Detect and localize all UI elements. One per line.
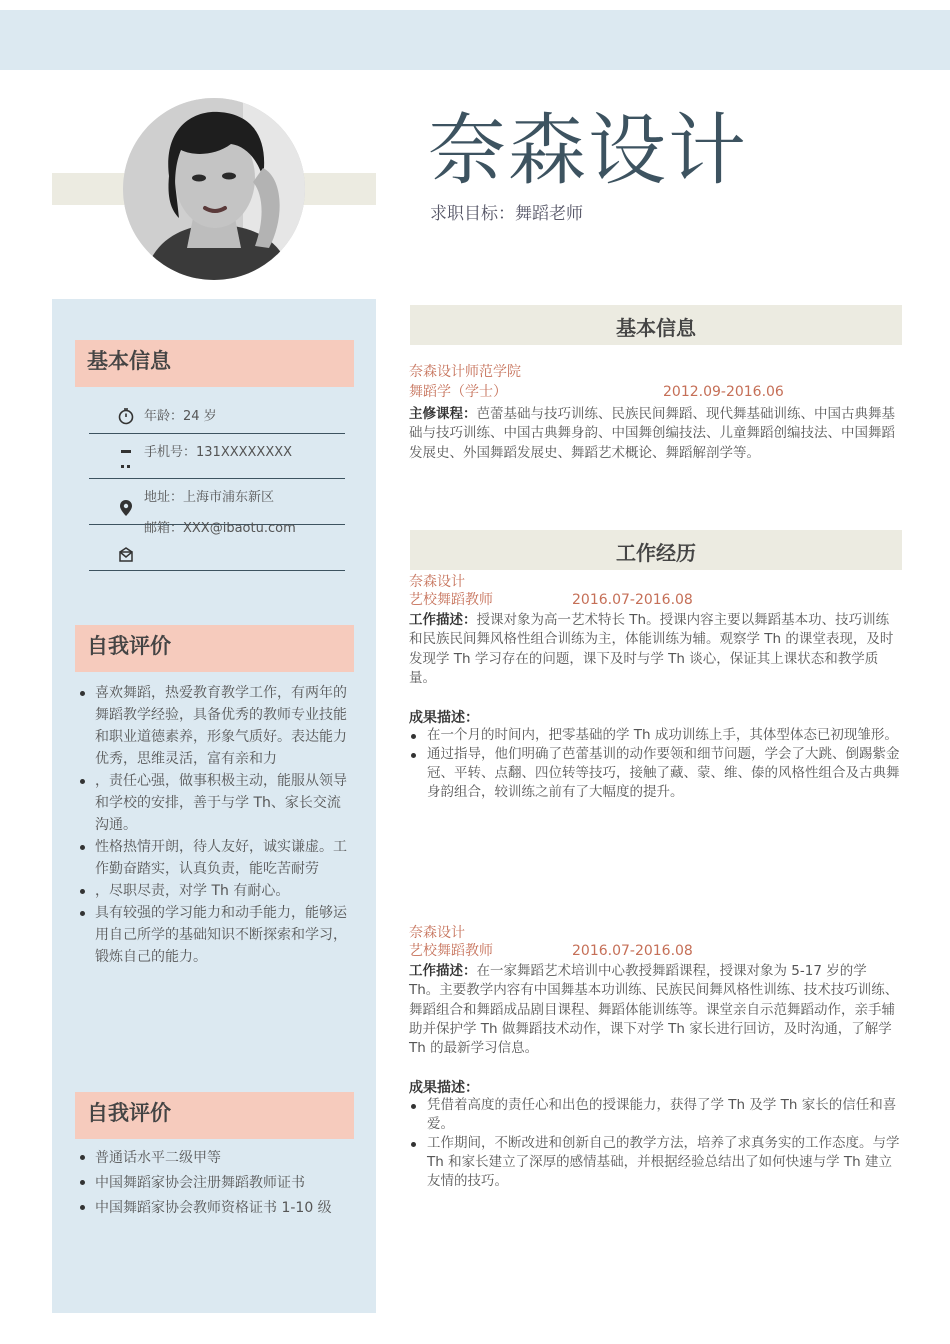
job1-company: 奈森设计: [409, 574, 465, 590]
email-text: 邮箱：XXX@ibaotu.com: [144, 521, 296, 536]
school-name: 奈森设计师范学院: [409, 364, 521, 380]
courses-paragraph: [409, 405, 901, 463]
portrait-illustration: [123, 98, 305, 280]
courses-text: 芭蕾基础与技巧训练、民族民间舞蹈、现代舞基础训练、中国古典舞基础与技巧训练、中国古典舞身韵、中国舞创编技法、儿童舞蹈创编技法、中国舞蹈发展史、外国舞蹈发展史、舞蹈艺术概论、舞蹈解剖学等。: [409, 406, 895, 461]
certificate-item: 普通话水平二级甲等: [78, 1146, 350, 1171]
sidebar-basic-info-title: 基本信息: [87, 349, 171, 373]
job1-results-list: [409, 726, 901, 802]
self-eval-item: 具有较强的学习能力和动手能力，能够运用自己所学的基础知识不断探索和学习，锻炼自己的能力。: [78, 902, 350, 968]
address-text: 地址：上海市浦东新区: [144, 490, 275, 505]
job2-company: 奈森设计: [409, 925, 465, 941]
candidate-name: 奈森设计: [428, 106, 749, 196]
job1-title: 艺校舞蹈教师: [409, 592, 493, 608]
job1-period: 2016.07-2016.08: [572, 592, 693, 608]
education-title: 基本信息: [616, 316, 696, 340]
job-objective: 求职目标：舞蹈老师: [430, 204, 583, 224]
job2-description: [409, 962, 901, 1058]
sidebar-basic-info-heading: [75, 340, 354, 387]
job2-title: 艺校舞蹈教师: [409, 943, 493, 959]
job1-desc-label: 工作描述：: [409, 612, 477, 628]
sidebar-self-eval-title: 自我评价: [87, 634, 171, 658]
job1-result-item: 通过指导，他们明确了芭蕾基训的动作要领和细节问题，学会了大跳、倒踢紫金冠、平转、点翻、四位转等技巧，接触了藏、蒙、维、傣的风格性组合及古典舞身韵组合，较训练之前有了大幅度的提升。: [409, 745, 901, 802]
job1-result-item: 在一个月的时间内，把零基础的学 Th 成功训练上手，其体型体态已初现雏形。: [409, 726, 901, 745]
job2-results-list: [409, 1096, 901, 1191]
job2-desc-label: 工作描述：: [409, 963, 477, 979]
profile-photo: [123, 98, 305, 280]
certificate-item: 中国舞蹈家协会注册舞蹈教师证书: [78, 1171, 350, 1196]
major-degree: 舞蹈学（学士）: [409, 384, 507, 400]
self-eval-item: 性格热情开朗，待人友好，诚实谦虚。工作勤奋踏实，认真负责，能吃苦耐劳: [78, 836, 350, 880]
self-eval-item: ，尽职尽责，对学 Th 有耐心。: [78, 880, 350, 902]
job2-results-label: 成果描述：: [409, 1080, 479, 1096]
job1-results-label: 成果描述：: [409, 710, 479, 726]
self-eval-item: 喜欢舞蹈，热爱教育教学工作，有两年的舞蹈教学经验，具备优秀的教师专业技能和职业道德素养，形象气质好。表达能力优秀，思维灵活，富有亲和力: [78, 682, 350, 770]
job1-desc-text: 授课对象为高一艺术特长 Th。授课内容主要以舞蹈基本功、技巧训练和民族民间舞风格性组合训练为主，体能训练为辅。观察学 Th 的课堂表现，及时发现学 Th 学习存在的问题，课下及时与学 Th 谈心，保证其上课状态和教学质量。: [409, 612, 894, 686]
job1-description: [409, 611, 901, 688]
education-period: 2012.09-2016.06: [663, 384, 784, 400]
job2-result-item: 凭借着高度的责任心和出色的授课能力，获得了学 Th 及学 Th 家长的信任和喜爱。: [409, 1096, 901, 1134]
envelope-icon: [117, 546, 135, 564]
work-heading: [410, 530, 902, 570]
info-row-phone: [89, 434, 345, 479]
job2-period: 2016.07-2016.08: [572, 943, 693, 959]
sidebar-cert-title: 自我评价: [87, 1101, 171, 1125]
sidebar-self-eval-heading: [75, 625, 354, 672]
self-evaluation-list: [78, 682, 350, 968]
age-text: 年龄：24 岁: [144, 409, 217, 424]
phone-icon: [119, 448, 133, 472]
location-pin-icon: [117, 499, 135, 517]
education-heading: [410, 305, 902, 345]
certificate-list: [78, 1146, 350, 1221]
phone-text: 手机号：131XXXXXXXX: [144, 445, 293, 460]
job2-desc-text: 在一家舞蹈艺术培训中心教授舞蹈课程，授课对象为 5-17 岁的学 Th。主要教学内容有中国舞基本功训练、民族民间舞风格性训练、技术技巧训练、舞蹈组合和舞蹈成品剧目课程、舞蹈体能训练等。课堂亲自示范舞蹈动作，亲手辅助并保护学 Th 做舞蹈技术动作，课下对学 Th 家长进行回访，及时沟通，了解学 Th 的最新学习信息。: [409, 963, 899, 1057]
self-eval-item: ，责任心强，做事积极主动，能服从领导和学校的安排，善于与学 Th、家长交流沟通。: [78, 770, 350, 836]
timer-icon: [117, 407, 135, 425]
work-title: 工作经历: [616, 541, 696, 565]
sidebar-cert-heading: [75, 1092, 354, 1139]
top-color-band: [0, 10, 950, 70]
job2-result-item: 工作期间，不断改进和创新自己的教学方法，培养了求真务实的工作态度。与学 Th 和家长建立了深厚的感情基础，并根据经验总结出了如何快速与学 Th 建立友情的技巧。: [409, 1134, 901, 1191]
certificate-item: 中国舞蹈家协会教师资格证书 1-10 级: [78, 1196, 350, 1221]
info-row-age: [89, 398, 345, 434]
courses-label: 主修课程：: [409, 406, 477, 422]
info-row-email: [89, 521, 345, 571]
